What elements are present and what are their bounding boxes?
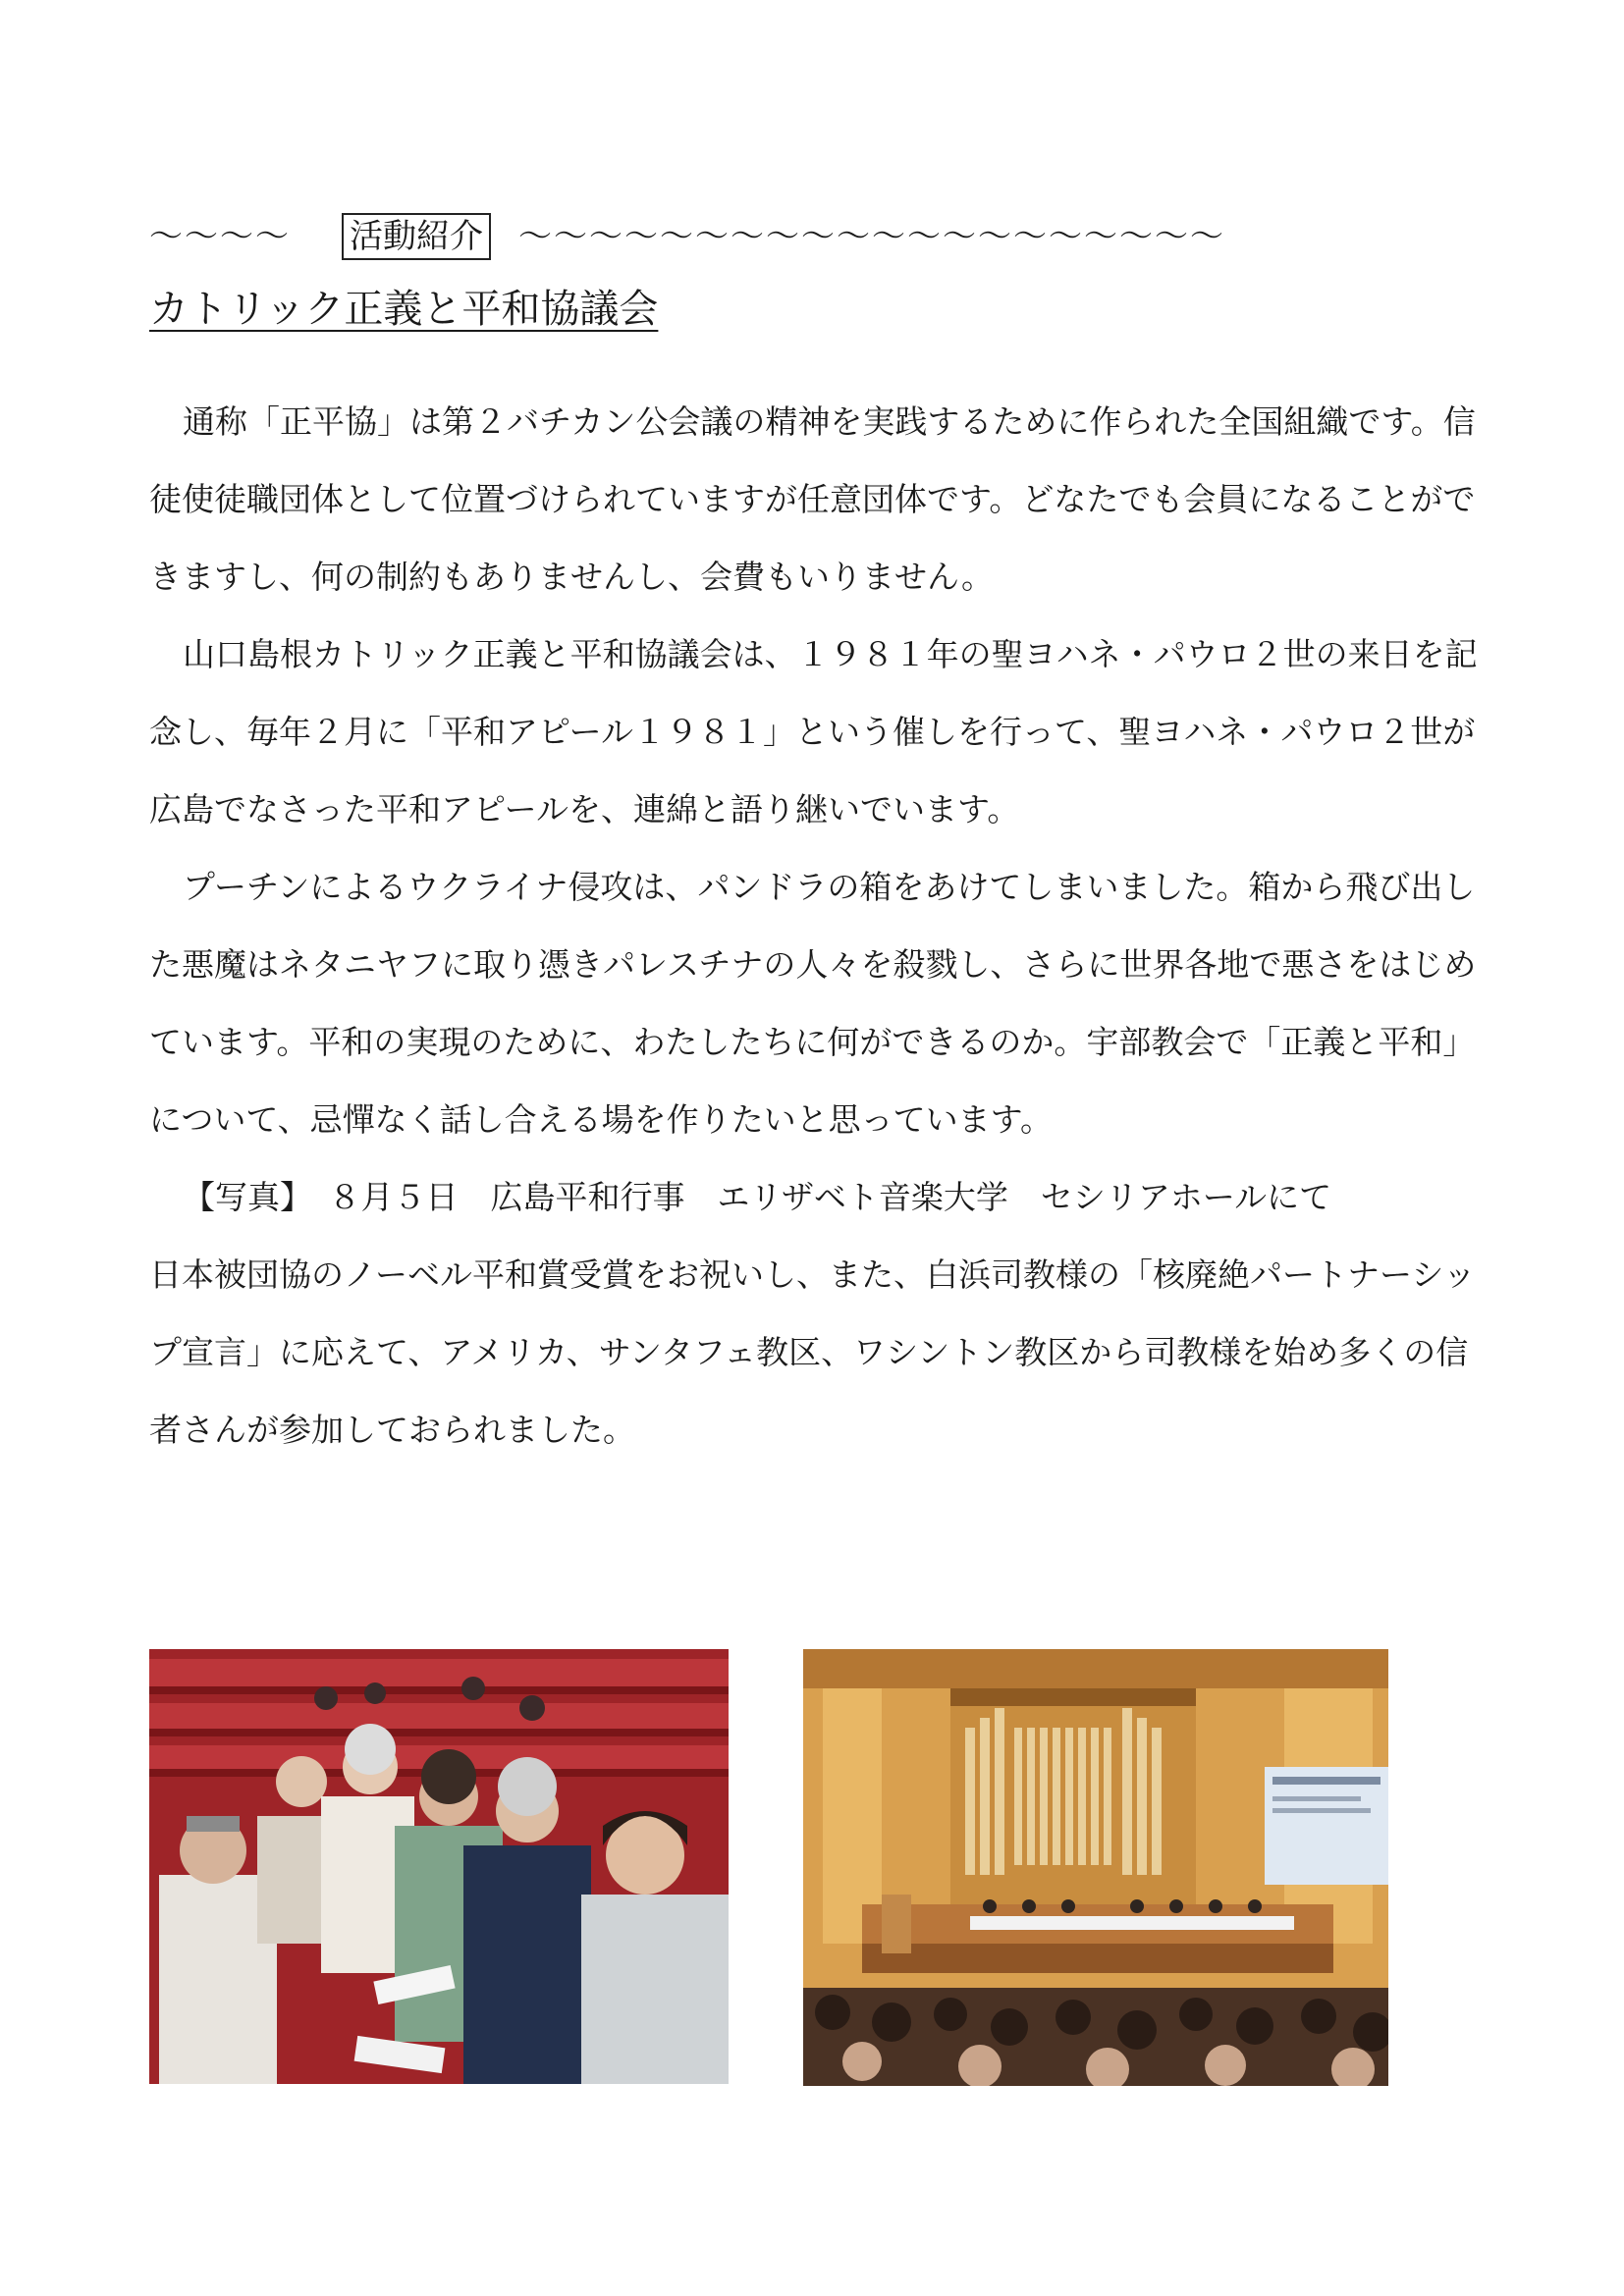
paragraph: 山口島根カトリック正義と平和協議会は、１９８１年の聖ヨハネ・パウロ２世の来日を記念し、毎年２月に「平和アピール１９８１」という催しを行って、聖ヨハネ・パウロ２世が広島でなさった平和アピールを、連綿と語り継いでいます。 xyxy=(149,635,1478,828)
photo-caption-heading: 【写真】 ８月５日 広島平和行事 エリザベト音楽大学 セシリアホールにて xyxy=(183,1178,1332,1216)
audience-photo xyxy=(149,1649,729,2084)
header-tilde-right: ～～～～～～～～～～～～～～～～～～～～ xyxy=(518,217,1225,256)
article-body xyxy=(149,383,1494,1468)
photo-caption-text: 日本被団協のノーベル平和賞受賞をお祝いし、また、白浜司教様の「核廃絶パートナーシップ宣言」に応えて、アメリカ、サンタフェ教区、ワシントン教区から司教様を始め多くの信者さんが参加しておられました。 xyxy=(149,1255,1476,1449)
header-tilde-left: ～～～～ xyxy=(149,217,291,256)
paragraph: 通称「正平協」は第２バチカン公会議の精神を実践するために作られた全国組織です。信徒使徒職団体として位置づけられていますが任意団体です。どなたでも会員になることができますし、何の制約もありませんし、会費もいりません。 xyxy=(149,402,1476,596)
paragraph: プーチンによるウクライナ侵攻は、パンドラの箱をあけてしまいました。箱から飛び出した悪魔はネタニヤフに取り憑きパレスチナの人々を殺戮し、さらに世界各地で悪さをはじめています。平和の実現のために、わたしたちに何ができるのか。宇部教会で「正義と平和」について、忌憚なく話し合える場を作りたいと思っています。 xyxy=(149,868,1477,1139)
concert-hall-photo xyxy=(803,1649,1388,2086)
section-label: 活動紹介 xyxy=(342,213,491,260)
section-header xyxy=(149,212,1225,261)
page-title: カトリック正義と平和協議会 xyxy=(149,287,659,332)
